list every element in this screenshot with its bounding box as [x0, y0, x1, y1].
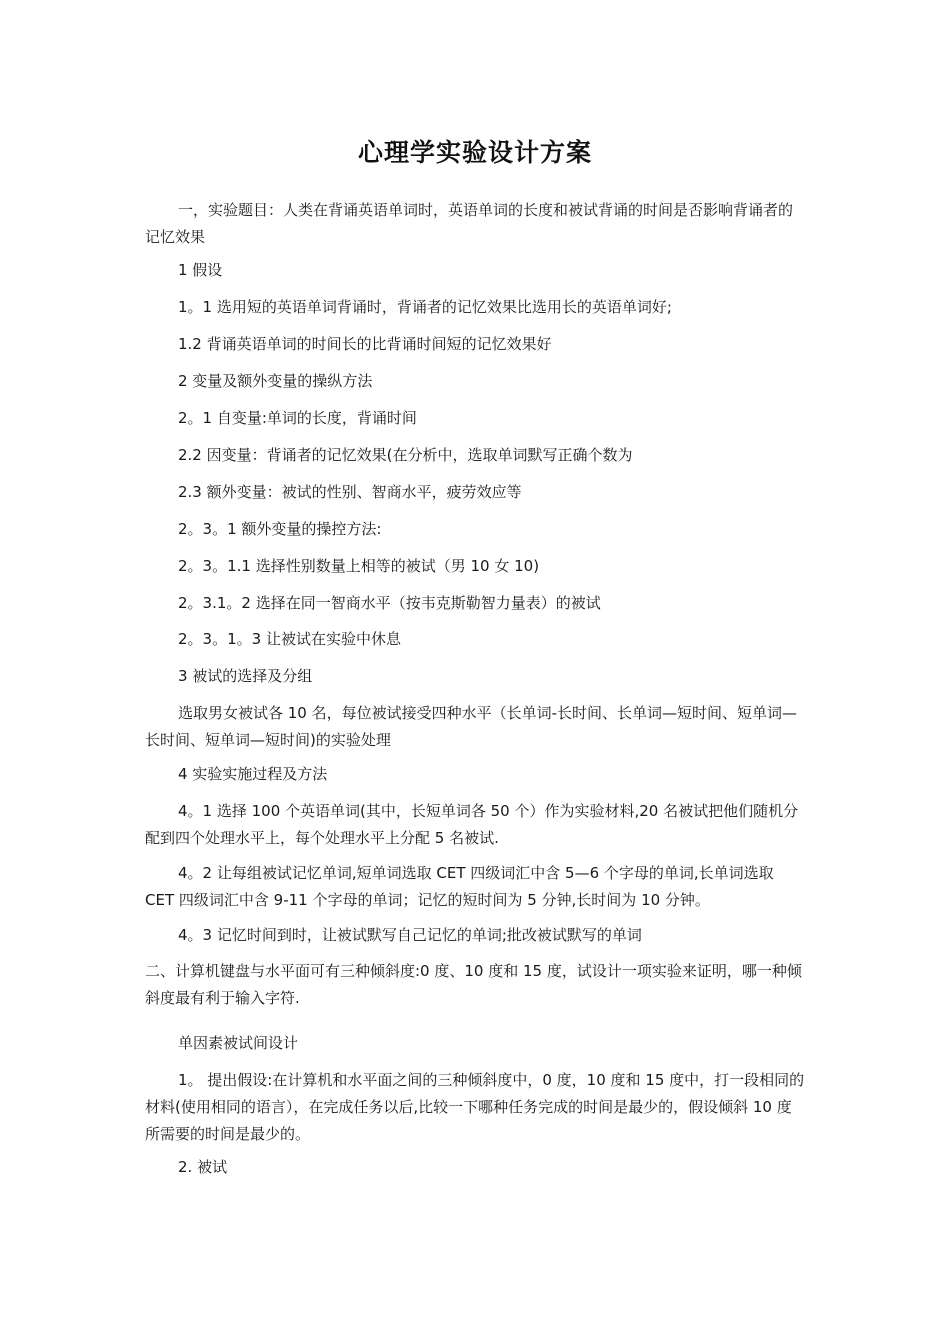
document-title: 心理学实验设计方案: [357, 138, 592, 167]
paragraph-control-methods: 2。3。1 额外变量的操控方法:: [178, 520, 382, 538]
paragraph-control-rest: 2。3。1。3 让被试在实验中休息: [178, 630, 401, 648]
paragraph-question-two: 二、计算机键盘与水平面可有三种倾斜度:0 度、10 度和 15 度，试设计一项实验来证明，哪一种倾斜度最有利于输入字符.: [145, 962, 802, 1007]
paragraph-subjects-heading: 2. 被试: [178, 1158, 228, 1176]
paragraph-dependent-variable: 2.2 因变量：背诵者的记忆效果(在分析中，选取单词默写正确个数为: [178, 446, 633, 464]
paragraph-procedure-4-2: 4。2 让每组被试记忆单词,短单词选取 CET 四级词汇中含 5—6 个字母的单词,长单词选取 CET 四级词汇中含 9-11 个字母的单词；记忆的短时间为 5 分钟,长时间为 10 分钟。: [145, 864, 774, 909]
paragraph-extraneous-variables: 2.3 额外变量：被试的性别、智商水平，疲劳效应等: [178, 483, 522, 501]
paragraph-hypothesis-1-1: 1。1 选用短的英语单词背诵时，背诵者的记忆效果比选用长的英语单词好;: [178, 298, 672, 316]
paragraph-hypothesis-proposal: 1。 提出假设:在计算机和水平面之间的三种倾斜度中，0 度，10 度和 15 度中，打一段相同的材料(使用相同的语言），在完成任务以后,比较一下哪种任务完成的时间是最少的，假设倾斜 10 度所需要的时间是最少的。: [145, 1071, 805, 1143]
paragraph-hypothesis-1-2: 1.2 背诵英语单词的时间长的比背诵时间短的记忆效果好: [178, 335, 552, 353]
paragraph-independent-variable: 2。1 自变量:单词的长度，背诵时间: [178, 409, 417, 427]
paragraph-section-variables: 2 变量及额外变量的操纵方法: [178, 372, 373, 390]
paragraph-control-iq: 2。3.1。2 选择在同一智商水平（按韦克斯勒智力量表）的被试: [178, 594, 601, 612]
paragraph-procedure-4-3: 4。3 记忆时间到时，让被试默写自己记忆的单词;批改被试默写的单词: [178, 926, 642, 944]
paragraph-design-type: 单因素被试间设计: [178, 1034, 299, 1052]
paragraph-experiment-topic: 一，实验题目：人类在背诵英语单词时，英语单词的长度和被试背诵的时间是否影响背诵者的记忆效果: [145, 201, 794, 246]
paragraph-section-subjects: 3 被试的选择及分组: [178, 667, 313, 685]
paragraph-subject-selection: 选取男女被试各 10 名，每位被试接受四种水平（长单词-长时间、长单词—短时间、短单词—长时间、短单词—短时间)的实验处理: [145, 704, 798, 749]
paragraph-procedure-4-1: 4。1 选择 100 个英语单词(其中，长短单词各 50 个）作为实验材料,20 名被试把他们随机分配到四个处理水平上，每个处理水平上分配 5 名被试.: [145, 802, 799, 847]
paragraph-control-gender: 2。3。1.1 选择性别数量上相等的被试（男 10 女 10): [178, 557, 540, 575]
paragraph-section-hypothesis: 1 假设: [178, 261, 223, 279]
paragraph-section-procedure: 4 实验实施过程及方法: [178, 765, 328, 783]
